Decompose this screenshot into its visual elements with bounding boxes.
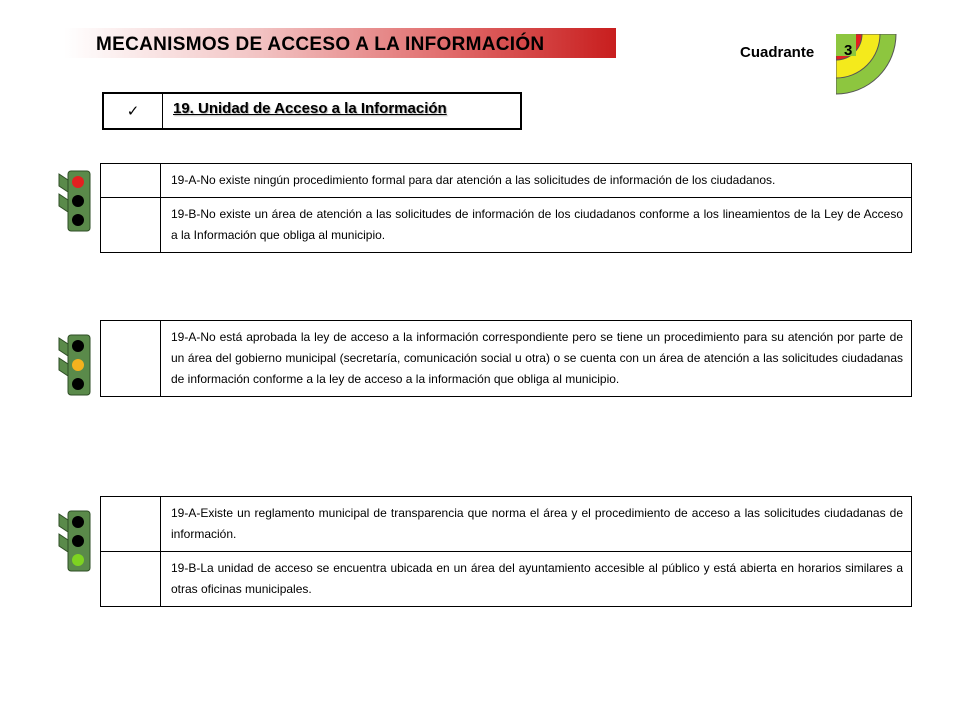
quadrant-label: Cuadrante	[740, 44, 815, 61]
criterion-text: 19-B-La unidad de acceso se encuentra ubicada en un área del ayuntamiento accesible al público y está abierta en horarios similares a otras oficinas municipales.	[161, 552, 912, 607]
table-row	[101, 552, 912, 607]
checkbox-cell[interactable]	[101, 497, 161, 552]
traffic-light-yellow-icon	[56, 334, 96, 396]
criterion-text: 19-B-No existe un área de atención a las solicitudes de información de los ciudadanos conforme a los lineamientos de la Ley de Acceso a la Información que obliga al municipio.	[161, 198, 912, 253]
traffic-light-red-icon	[56, 170, 96, 232]
check-icon: ✓	[104, 94, 163, 128]
table-row	[101, 321, 912, 397]
page-title: MECANISMOS DE ACCESO A LA INFORMACIÓN	[96, 34, 545, 55]
section-title: 19. Unidad de Acceso a la Información	[173, 100, 447, 117]
criterion-text: 19-A-No existe ningún procedimiento formal para dar atención a las solicitudes de información de los ciudadanos.	[161, 164, 912, 198]
table-row	[101, 198, 912, 253]
checkbox-cell[interactable]	[101, 164, 161, 198]
section-header	[102, 92, 522, 130]
criteria-table-yellow	[100, 320, 912, 397]
criteria-table-red	[100, 163, 912, 253]
criterion-text: 19-A-Existe un reglamento municipal de transparencia que norma el área y el procedimiento de acceso a las solicitudes ciudadanas de información.	[161, 497, 912, 552]
table-row	[101, 164, 912, 198]
checkbox-cell[interactable]	[101, 198, 161, 253]
traffic-light-green-icon	[56, 510, 96, 572]
checkbox-cell[interactable]	[101, 552, 161, 607]
criterion-text: 19-A-No está aprobada la ley de acceso a la información correspondiente pero se tiene un procedimiento para su atención por parte de un área del gobierno municipal (secretaría, comunicación social u otra) o se cuenta con un área de atención a las solicitudes ciudadanas de información conforme a la ley de acceso a la información que obliga al municipio.	[161, 321, 912, 397]
table-row	[101, 497, 912, 552]
criteria-table-green	[100, 496, 912, 607]
quadrant-number: 3	[844, 42, 853, 59]
checkbox-cell[interactable]	[101, 321, 161, 397]
